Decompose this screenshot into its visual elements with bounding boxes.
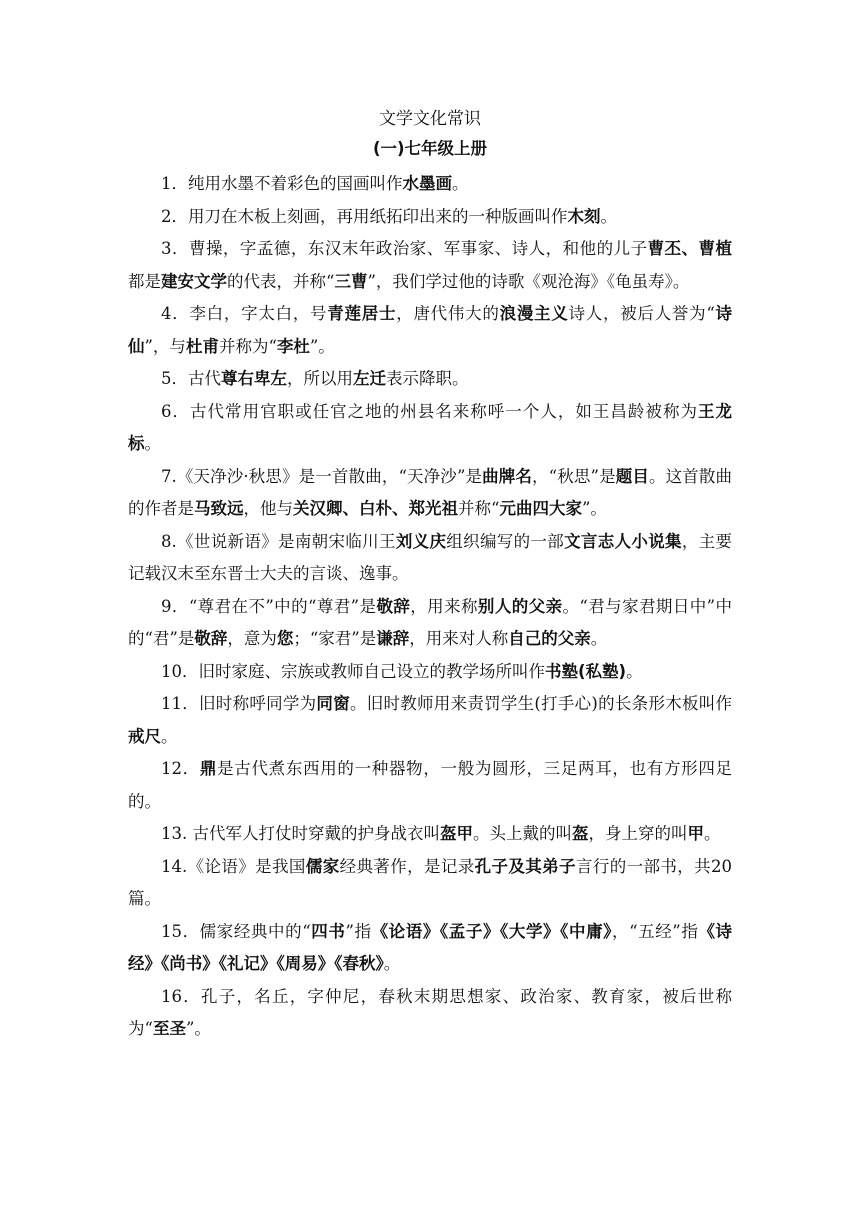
key-term: 至圣: [152, 1019, 186, 1038]
item-text: 7.《天净沙·秋思》是一首散曲，“天净沙”是: [161, 466, 483, 486]
item-text: 13. 古代军人打仗时穿戴的护身战衣叫: [161, 824, 440, 843]
item-text: 。旧时教师用来责罚学生(打手心)的长条形木板叫作: [349, 694, 733, 713]
item-text: ，用来称: [410, 596, 478, 616]
item-text: 。这首散曲的作者是: [128, 466, 733, 518]
item-text: ”，我们学过他的诗歌《观沧海》《龟虽寿》。: [367, 271, 690, 291]
item-text: 5．古代: [161, 369, 221, 388]
item-text: 16．孔子，名丘，字仲尼，春秋末期思想家、政治家、教育家，被后世称为“: [128, 986, 732, 1038]
key-term: 敬辞: [376, 596, 411, 616]
key-term: 浪漫主义: [499, 304, 569, 323]
item-text: 是古代煮东西用的一种器物，一般为圆形，三足两耳，也有方形四足的。: [128, 759, 732, 811]
list-item: [128, 461, 732, 526]
list-item: [128, 298, 732, 363]
item-text: 经典著作，是记录: [339, 856, 475, 876]
list-item: [128, 233, 732, 298]
page-title: 文学文化常识: [379, 109, 481, 129]
item-text: 组织编写的一部: [446, 531, 565, 551]
item-text: ，“五经”指: [612, 921, 699, 941]
item-text: 。: [452, 174, 469, 193]
item-text: ”。: [185, 1019, 211, 1038]
item-text: 。: [383, 954, 401, 973]
key-term: 马致远: [194, 499, 244, 518]
item-text: ”指: [345, 921, 372, 941]
item-text: ；“家君”是: [293, 629, 377, 648]
key-term: 自己的父亲: [508, 629, 591, 648]
key-term: 盔: [572, 824, 589, 843]
item-text: 4．李白，字太白，号: [161, 304, 328, 323]
item-text: 。头上戴的叫: [473, 824, 572, 843]
item-text: 。: [626, 661, 643, 681]
item-text: ，他与: [243, 499, 293, 518]
list-item: [128, 363, 732, 396]
item-text: 都是: [128, 271, 161, 291]
key-term: 文言志人小说集: [564, 531, 682, 551]
key-term: 盔甲: [440, 824, 473, 843]
list-item: [128, 168, 732, 201]
item-text: 。: [704, 824, 721, 843]
item-text: ，用来对人称: [409, 629, 509, 648]
key-term: 敬辞: [194, 629, 228, 648]
key-term: 尊右卑左: [221, 369, 287, 388]
item-text: 。: [161, 726, 178, 746]
item-text: 并称“: [458, 499, 500, 518]
key-term: 王龙标: [128, 401, 732, 453]
key-term: 木刻: [567, 206, 601, 226]
item-text: 并称为“: [218, 336, 277, 356]
key-term: 曹丕、曹植: [647, 239, 733, 258]
key-term: 《诗经》《尚书》《礼记》《周易》《春秋》: [128, 921, 733, 973]
key-term: 书塾(私塾): [545, 661, 627, 681]
key-term: 关汉卿、白朴、郑光祖: [293, 499, 458, 518]
item-text: 。“君与家君期日中”中的“君”是: [128, 596, 733, 648]
key-term: 鼎: [199, 759, 218, 778]
item-text: ”。: [581, 499, 607, 518]
knowledge-list: [128, 168, 732, 1046]
item-text: 8.《世说新语》是南朝宋临川王: [161, 531, 396, 551]
key-term: 曲牌名: [482, 466, 533, 486]
list-item: [128, 753, 732, 818]
list-item: [128, 818, 732, 851]
list-item: [128, 656, 732, 689]
list-item: [128, 526, 732, 591]
key-term: 刘义庆: [395, 531, 447, 551]
item-text: 12．: [161, 759, 200, 778]
list-item: [128, 981, 732, 1046]
item-text: 2．用刀在木板上刻画，再用纸拓印出来的一种版画叫作: [161, 206, 568, 226]
list-item: [128, 591, 732, 656]
key-term: 青莲居士: [327, 304, 397, 323]
item-text: 表示降职。: [386, 369, 469, 388]
key-term: 儒家: [305, 856, 340, 876]
item-text: 10．旧时家庭、宗族或教师自己设立的教学场所叫作: [161, 661, 545, 681]
item-text: 诗人，被后人誉为“: [568, 304, 715, 323]
key-term: 左迁: [353, 369, 386, 388]
list-item: [128, 916, 732, 981]
item-text: 14.《论语》是我国: [161, 856, 306, 876]
item-text: 6．古代常用官职或任官之地的州县名来称呼一个人，如王昌龄被称为: [161, 401, 698, 421]
item-text: 1．纯用水墨不着彩色的国画叫作: [161, 174, 403, 193]
key-term: 您: [276, 629, 294, 648]
item-text: ”。: [309, 336, 335, 356]
item-text: 11．旧时称呼同学为: [161, 694, 317, 713]
key-term: 诗仙: [128, 304, 733, 356]
key-term: 题目: [615, 466, 649, 486]
key-term: 杜甫: [185, 336, 219, 356]
item-text: 言行的一部书，共20 篇。: [128, 856, 732, 908]
item-text: 15．儒家经典中的“: [161, 921, 311, 941]
key-term: 三曹: [334, 271, 368, 291]
list-item: [128, 396, 732, 461]
key-term: 孔子及其弟子: [474, 856, 576, 876]
key-term: 建安文学: [161, 271, 227, 291]
item-text: ，所以用: [287, 369, 353, 388]
list-item: [128, 201, 732, 234]
section-heading: (一)七年级上册: [372, 139, 488, 158]
item-text: ，“秋思”是: [532, 466, 616, 486]
key-term: 别人的父亲: [477, 596, 563, 616]
key-term: 谦辞: [376, 629, 410, 648]
list-item: [128, 688, 732, 753]
item-text: ，身上穿的叫: [588, 824, 688, 843]
key-term: 水墨画: [402, 174, 452, 193]
item-text: 3．曹操，字孟德，东汉末年政治家、军事家、诗人，和他的儿子: [161, 239, 648, 258]
key-term: 《论语》《孟子》《大学》《中庸》: [371, 921, 613, 941]
list-item: [128, 851, 732, 916]
item-text: 的代表，并称“: [227, 271, 335, 291]
item-text: ，唐代伟大的: [396, 304, 500, 323]
item-text: 9．“尊君在不”中的“尊君”是: [161, 596, 377, 616]
item-text: ，主要记载汉末至东晋士大夫的言谈、逸事。: [128, 531, 733, 583]
item-text: 。: [144, 434, 161, 453]
document-page: [128, 104, 732, 1046]
item-text: 。: [600, 206, 617, 226]
key-term: 戒尺: [128, 726, 161, 746]
key-term: 同窗: [316, 694, 350, 713]
key-term: 李杜: [276, 336, 310, 356]
key-term: 四书: [310, 921, 346, 941]
key-term: 甲: [687, 824, 704, 843]
item-text: ”，与: [144, 336, 186, 356]
key-term: 元曲四大家: [499, 499, 582, 518]
item-text: 。: [590, 629, 608, 648]
item-text: ，意为: [227, 629, 277, 648]
